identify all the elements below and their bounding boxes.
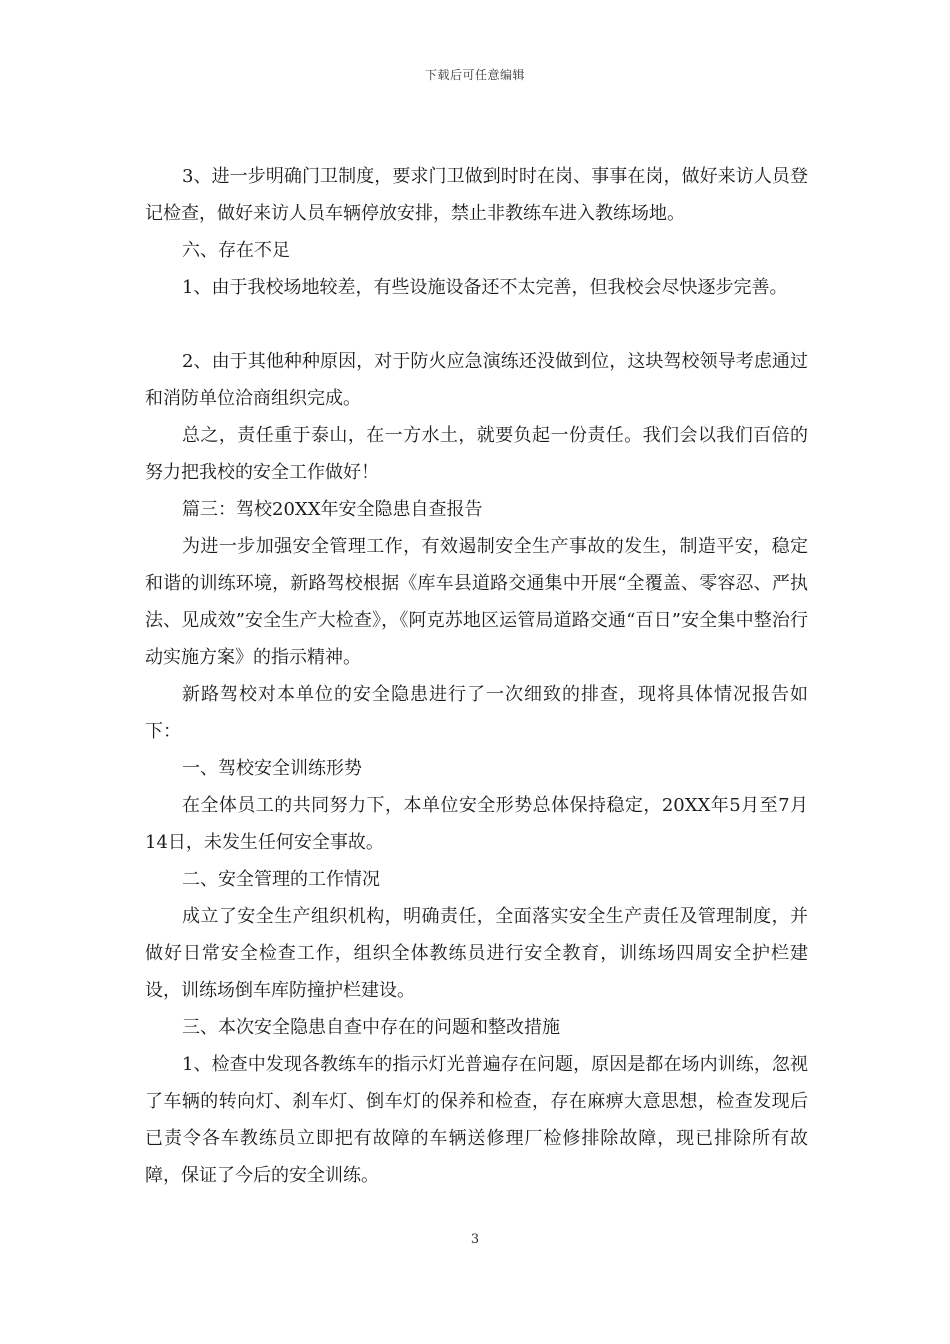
article-title-part-three: 篇三：驾校20XX年安全隐患自查报告 [182,499,483,520]
page-header-note: 下载后可任意编辑 [424,68,525,82]
paragraph-site-facilities: 1、由于我校场地较差，有些设施设备还不太完善，但我校会尽快逐步完善。 [182,277,788,298]
paragraph-gate-guard-rules: 3、进一步明确门卫制度，要求门卫做到时时在岗、事事在岗，做好来访人员登记检查，做好来访人员车辆停放安排，禁止非教练车进入教练场地。 [145,166,808,224]
document-body [145,158,808,1194]
paragraph-conclusion: 总之，责任重于泰山，在一方水土，就要负起一份责任。我们会以我们百倍的努力把我校的安全工作做好！ [145,425,808,483]
paragraph-indicator-lights: 1、检查中发现各教练车的指示灯光普遍存在问题，原因是都在场内训练，忽视了车辆的转向灯、刹车灯、倒车灯的保养和检查，存在麻痹大意思想，检查发现后已责令各车教练员立即把有故障的车辆送修理厂检修排除故障，现已排除所有故障，保证了今后的安全训练。 [145,1054,808,1186]
paragraph-introduction: 为进一步加强安全管理工作，有效遏制安全生产事故的发生，制造平安，稳定和谐的训练环境，新路驾校根据《库车县道路交通集中开展“全覆盖、零容忍、严执法、见成效”安全生产大检查》，《阿克苏地区运管局道路交通“百日”安全集中整治行动实施方案》的指示精神。 [145,536,808,668]
paragraph-fire-drill: 2、由于其他种种原因，对于防火应急演练还没做到位，这块驾校领导考虑通过和消防单位洽商组织完成。 [145,351,808,409]
section-heading-problems-measures: 三、本次安全隐患自查中存在的问题和整改措施 [182,1017,560,1038]
page-number: 3 [470,1232,480,1247]
paragraph-organization: 成立了安全生产组织机构，明确责任，全面落实安全生产责任及管理制度，并做好日常安全检查工作，组织全体教练员进行安全教育，训练场四周安全护栏建设，训练场倒车库防撞护栏建设。 [145,906,808,1001]
section-heading-management-work: 二、安全管理的工作情况 [182,869,380,890]
section-heading-training-situation: 一、驾校安全训练形势 [182,758,362,779]
paragraph-safety-status: 在全体员工的共同努力下，本单位安全形势总体保持稳定，20XX年5月至7月14日，未发生任何安全事故。 [145,795,808,853]
paragraph-inspection-report: 新路驾校对本单位的安全隐患进行了一次细致的排查，现将具体情况报告如下： [145,684,808,742]
section-heading-shortcomings: 六、存在不足 [182,240,290,261]
paragraph-spacer [145,306,808,343]
